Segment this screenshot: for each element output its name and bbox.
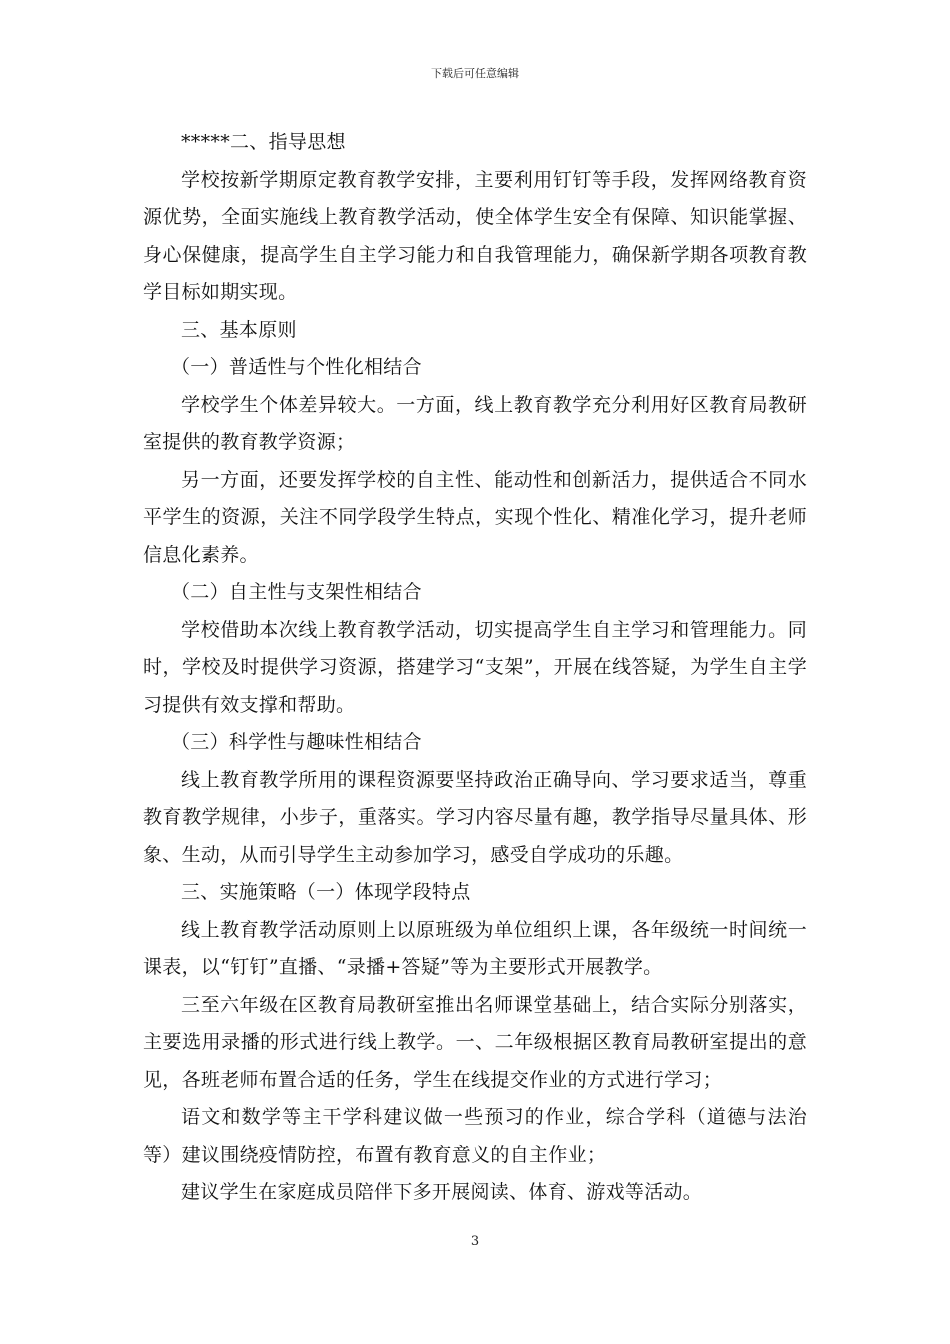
paragraph: 另一方面，还要发挥学校的自主性、能动性和创新活力，提供适合不同水平学生的资源，关注不同学段学生特点，实现个性化、精准化学习，提升老师信息化素养。	[143, 468, 807, 566]
paragraph: 学校借助本次线上教育教学活动，切实提高学生自主学习和管理能力。同时，学校及时提供学习资源，搭建学习“支架”，开展在线答疑，为学生自主学习提供有效支撑和帮助。	[143, 618, 807, 716]
paragraph: 三至六年级在区教育局教研室推出名师课堂基础上，结合实际分别落实，主要选用录播的形式进行线上教学。一、二年级根据区教育局教研室提出的意见，各班老师布置合适的任务，学生在线提交作业的方式进行学习；	[143, 993, 807, 1091]
subheading-scientific: （三）科学性与趣味性相结合	[171, 731, 422, 753]
paragraph: 学校按新学期原定教育教学安排，主要利用钉钉等手段，发挥网络教育资源优势，全面实施线上教育教学活动，使全体学生安全有保障、知识能掌握、身心保健康，提高学生自主学习能力和自我管理能力，确保新学期各项教育教学目标如期实现。	[143, 168, 807, 303]
document-body	[143, 124, 807, 1212]
section-heading-basic-principles: 三、基本原则	[181, 318, 297, 341]
paragraph: 语文和数学等主干学科建议做一些预习的作业，综合学科（道德与法治等）建议围绕疫情防控，布置有教育意义的自主作业；	[143, 1106, 807, 1166]
paragraph: 线上教育教学所用的课程资源要坚持政治正确导向、学习要求适当，尊重教育教学规律，小步子，重落实。学习内容尽量有趣，教学指导尽量具体、形象、生动，从而引导学生主动参加学习，感受自学成功的乐趣。	[143, 768, 807, 866]
subheading-autonomy: （二）自主性与支架性相结合	[171, 581, 422, 603]
paragraph: 线上教育教学活动原则上以原班级为单位组织上课，各年级统一时间统一课表，以“钉钉”直播、“录播+答疑”等为主要形式开展教学。	[143, 918, 807, 978]
paragraph: 学校学生个体差异较大。一方面，线上教育教学充分利用好区教育局教研室提供的教育教学资源；	[143, 393, 807, 453]
paragraph: 建议学生在家庭成员陪伴下多开展阅读、体育、游戏等活动。	[181, 1181, 703, 1203]
subheading-universality: （一）普适性与个性化相结合	[171, 356, 422, 378]
section-heading-strategy: 三、实施策略（一）体现学段特点	[181, 881, 471, 903]
page-header: 下载后可任意编辑	[431, 67, 519, 80]
section-heading-guiding-ideology: *****二、指导思想	[181, 131, 346, 153]
page-number: 3	[470, 1234, 480, 1249]
